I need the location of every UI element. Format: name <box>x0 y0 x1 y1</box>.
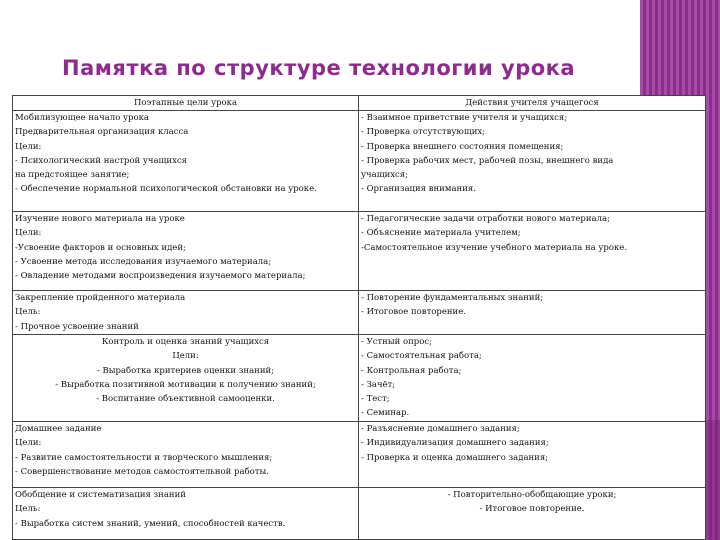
cell-line: - Овладение методами воспроизведения изучаемого материала; <box>15 271 306 282</box>
cell-line: учащихся; <box>361 170 409 181</box>
cell-line: - Зачёт; <box>361 379 396 390</box>
table-header-row <box>13 96 706 111</box>
cell-line: - Проверка внешнего состояния помещения; <box>361 141 564 152</box>
cell-line: - Проверка отсутствующих; <box>361 127 486 138</box>
table-row <box>13 291 706 335</box>
cell-line: - Психологический настрой учащихся <box>15 155 188 166</box>
goals-cell <box>13 111 359 212</box>
cell-line: - Прочное усвоение знаний <box>15 321 139 332</box>
cell-line: Изучение нового материала на уроке <box>15 214 185 225</box>
cell-line: - Устный опрос; <box>361 337 432 348</box>
cell-line: - Повторительно-обобщающие уроки; <box>447 490 617 501</box>
cell-line: Цель: <box>15 307 41 318</box>
cell-line: - Проверка рабочих мест, рабочей позы, внешнего вида <box>361 155 614 166</box>
header-goals: Поэтапные цели урока <box>13 96 359 111</box>
cell-line: - Семинар. <box>361 408 410 419</box>
cell-line: Контроль и оценка знаний учащихся <box>101 337 270 348</box>
cell-line: Цели: <box>15 438 42 449</box>
cell-line: Обобщение и систематизация знаний <box>15 490 186 501</box>
actions-cell <box>359 212 706 291</box>
table-row <box>13 335 706 422</box>
cell-line: - Выработка критериев оценки знаний; <box>96 365 275 376</box>
actions-cell <box>359 422 706 488</box>
cell-line: - Выработка позитивной мотивации к получению знаний; <box>55 379 316 390</box>
actions-cell <box>359 291 706 335</box>
cell-line: - Контрольная работа; <box>361 365 462 376</box>
cell-line: - Обеспечение нормальной психологической обстановки на уроке. <box>15 184 317 195</box>
cell-line: Цели: <box>172 351 199 362</box>
cell-line: - Воспитание объективной самооценки. <box>96 394 275 405</box>
cell-line: - Педагогические задачи отработки нового материала; <box>361 214 610 225</box>
goals-cell <box>13 212 359 291</box>
lesson-structure-table <box>12 95 706 540</box>
table-row <box>13 212 706 291</box>
cell-line: - Разъяснение домашнего задания; <box>361 424 520 435</box>
cell-line: - Взаимное приветствие учителя и учащихся; <box>361 113 568 124</box>
cell-line: Цели: <box>15 141 42 152</box>
cell-line: - Повторение фундаментальных знаний; <box>361 293 544 304</box>
table-row <box>13 422 706 488</box>
cell-line: Мобилизующее начало урока <box>15 113 149 124</box>
actions-cell <box>359 488 706 540</box>
goals-cell <box>13 291 359 335</box>
cell-line: Домашнее задание <box>15 424 102 435</box>
cell-line: Закрепление пройденного материала <box>15 293 186 304</box>
cell-line: - Совершенствование методов самостоятельной работы. <box>15 466 269 477</box>
table-row <box>13 488 706 540</box>
cell-line: - Самостоятельная работа; <box>361 351 482 362</box>
cell-line: - Индивидуализация домашнего задания; <box>361 438 549 449</box>
table-row <box>13 111 706 212</box>
cell-line: - Выработка систем знаний, умений, способностей качеств. <box>15 518 286 529</box>
cell-line: - Итоговое повторение. <box>361 307 466 318</box>
cell-line: - Организация внимания. <box>361 184 476 195</box>
cell-line: - Усвоение метода исследования изучаемого материала; <box>15 256 272 267</box>
cell-line: на предстоящее занятие; <box>15 170 130 181</box>
cell-line: - Тест; <box>361 394 390 405</box>
cell-line: Цели: <box>15 228 42 239</box>
cell-line: - Развитие самостоятельности и творческого мышления; <box>15 452 273 463</box>
cell-line: Предварительная организация класса <box>15 127 189 138</box>
actions-cell <box>359 111 706 212</box>
cell-line: - Проверка и оценка домашнего задания; <box>361 452 549 463</box>
cell-line: -Усвоение факторов и основных идей; <box>15 242 186 253</box>
goals-cell <box>13 335 359 422</box>
cell-line: - Итоговое повторение. <box>479 504 585 515</box>
goals-cell <box>13 422 359 488</box>
header-actions: Действия учителя учащегося <box>359 96 706 111</box>
cell-line: -Самостоятельное изучение учебного материала на уроке. <box>361 242 628 253</box>
cell-line: Цель: <box>15 504 41 515</box>
goals-cell <box>13 488 359 540</box>
slide-title: Памятка по структуре технологии урока <box>62 56 576 80</box>
actions-cell <box>359 335 706 422</box>
cell-line: - Объяснение материала учителем; <box>361 228 521 239</box>
